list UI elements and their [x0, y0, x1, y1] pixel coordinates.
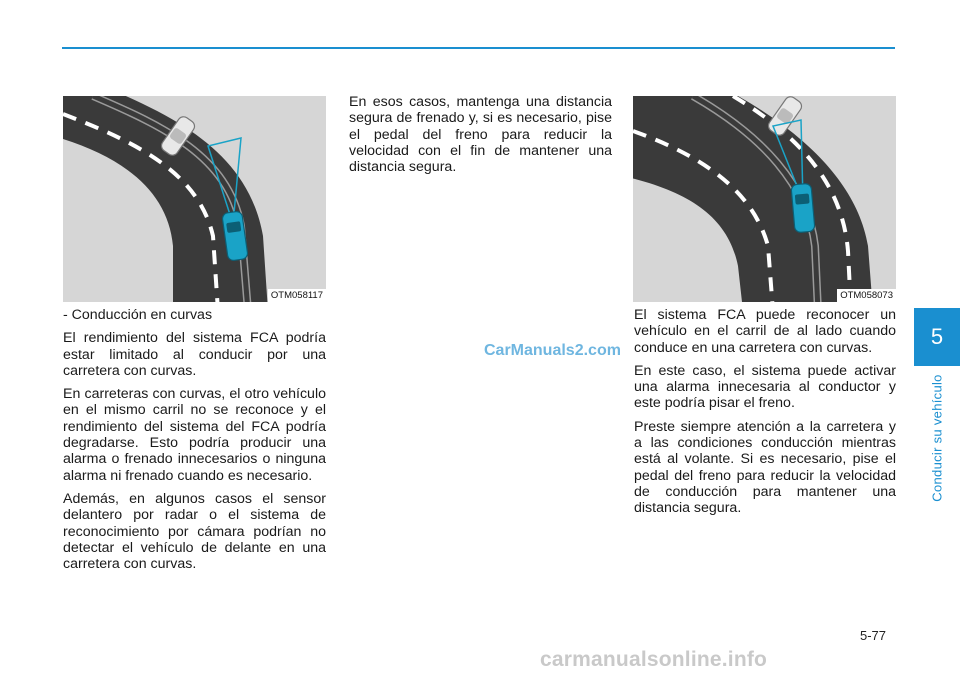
- paragraph: En esos casos, mantenga una distancia segura de frenado y, si es necesario, pise el pedal del freno para reducir la velocidad con el fin de mantener una distancia segura.: [349, 94, 612, 176]
- paragraph: Además, en algunos casos el sensor delantero por radar o el sistema de reconocimiento por cámara podrían no detectar el vehículo de delante en una carretera con curvas.: [63, 490, 326, 573]
- figure-code: OTM058073: [837, 289, 896, 302]
- curve-road-car-ahead-diagram: [63, 96, 326, 302]
- figure-code: OTM058117: [268, 289, 326, 302]
- paragraph: El sistema FCA puede reconocer un vehículo en el carril de al lado cuando conduce en una carretera con curvas.: [634, 307, 896, 356]
- paragraph: En este caso, el sistema puede activar una alarma innecesaria al conductor y este podría pisar el freno.: [634, 362, 896, 412]
- paragraph: El rendimiento del sistema FCA podría estar limitado al conducir por una carretera con curvas.: [63, 330, 326, 379]
- left-column: [63, 307, 326, 579]
- figure-curve-car-ahead: [63, 96, 326, 302]
- chapter-tab[interactable]: [914, 308, 960, 366]
- middle-column: [349, 94, 612, 182]
- chapter-number: 5: [930, 324, 944, 349]
- section-heading: - Conducción en curvas: [63, 307, 213, 323]
- figure-curve-adjacent-lane: [633, 96, 896, 302]
- right-column: [634, 307, 896, 524]
- page-number: 5-77: [860, 628, 887, 643]
- curve-road-adjacent-lane-diagram: [633, 96, 896, 302]
- header-rule: [62, 47, 895, 49]
- watermark-link[interactable]: CarManuals2.com: [484, 342, 621, 359]
- paragraph: En carreteras con curvas, el otro vehículo en el mismo carril no se reconoce y el rendimiento del sistema del FCA podría degradarse. Esto podría producir una alarma o frenado innecesarios o ninguna alarma ni frenado cuando es necesario.: [63, 386, 326, 484]
- paragraph: Preste siempre atención a la carretera y a las condiciones conducción mientras está al volante. Si es necesario, pise el pedal del freno para reducir la velocidad de conducción para mantener una distancia segura.: [634, 418, 896, 517]
- chapter-title[interactable]: Conducir su vehículo: [929, 374, 945, 502]
- footer-watermark[interactable]: carmanualsonline.info: [540, 648, 768, 671]
